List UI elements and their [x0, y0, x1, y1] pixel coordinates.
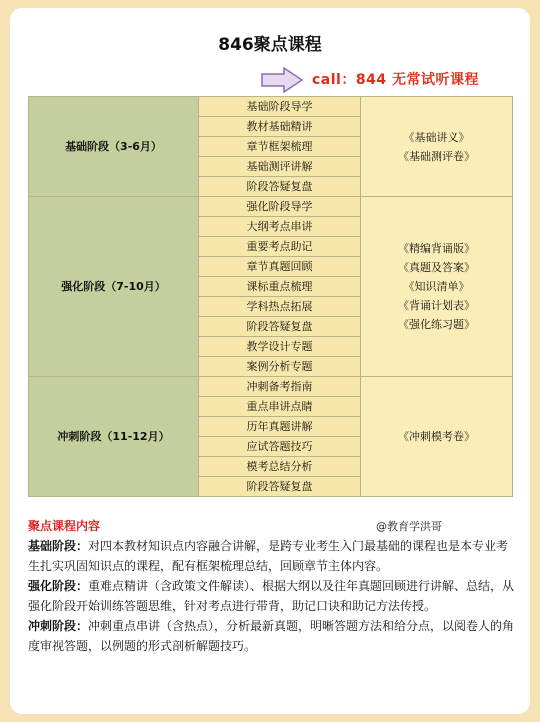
material-title: 《基础测评卷》	[398, 149, 475, 163]
material-title: 《真题及答案》	[398, 261, 475, 274]
course-item: 章节真题回顾	[199, 257, 361, 277]
table-row	[29, 97, 513, 117]
course-item: 教材基础精讲	[199, 117, 361, 137]
course-item: 重点串讲点睛	[199, 397, 361, 417]
course-item: 基础阶段导学	[199, 97, 361, 117]
course-item: 重要考点助记	[199, 237, 361, 257]
course-item: 大纲考点串讲	[199, 217, 361, 237]
author-handle: @教育学洪哥	[376, 520, 442, 533]
paragraph-label: 基础阶段：	[28, 539, 89, 553]
paragraph-text: 对四本教材知识点内容融合讲解，是跨专业考生入门最基础的课程也是本专业考生扎实巩固知识点的课程，配有框架梳理总结，回顾章节主体内容。	[28, 539, 509, 573]
course-item: 冲刺备考指南	[199, 377, 361, 397]
page-title: 846聚点课程	[218, 35, 322, 55]
course-item: 案例分析专题	[199, 357, 361, 377]
materials-cell	[361, 377, 513, 497]
course-item: 应试答题技巧	[199, 437, 361, 457]
table-row	[29, 197, 513, 217]
materials-cell	[361, 197, 513, 377]
paragraph-basic	[28, 536, 518, 576]
stage-name: 冲刺阶段（11-12月）	[29, 377, 199, 497]
paragraph-text: 重难点精讲（含政策文件解读）、根据大纲以及往年真题回顾进行讲解、总结，从强化阶段开始训练答题思维，针对考点进行带背，助记口诀和助记方法传授。	[28, 579, 515, 613]
course-item: 教学设计专题	[199, 337, 361, 357]
stage-name: 强化阶段（7-10月）	[29, 197, 199, 377]
call-text: call：844 无常试听课程	[312, 72, 479, 88]
table-row	[29, 377, 513, 397]
course-item: 阶段答疑复盘	[199, 317, 361, 337]
material-title: 《基础讲义》	[403, 130, 470, 144]
course-description	[28, 516, 518, 656]
course-item: 课标重点梳理	[199, 277, 361, 297]
material-title: 《强化练习题》	[398, 318, 475, 331]
material-title: 《知识清单》	[403, 280, 470, 293]
course-item: 学科热点拓展	[199, 297, 361, 317]
course-item: 阶段答疑复盘	[199, 477, 361, 497]
material-title: 《精编背诵版》	[398, 242, 475, 255]
course-item: 基础测评讲解	[199, 157, 361, 177]
section-title: 聚点课程内容	[28, 519, 101, 533]
course-item: 强化阶段导学	[199, 197, 361, 217]
course-item: 章节框架梳理	[199, 137, 361, 157]
right-arrow-icon	[260, 66, 304, 94]
course-table	[28, 96, 513, 497]
paragraph-label: 冲刺阶段：	[28, 619, 89, 633]
course-item: 历年真题讲解	[199, 417, 361, 437]
material-title: 《冲刺模考卷》	[398, 430, 475, 443]
paragraph-text: 冲刺重点串讲（含热点），分析最新真题，明晰答题方法和给分点，以阅卷人的角度审视答题，以例题的形式剖析解题技巧。	[28, 619, 515, 653]
paragraph-intensive	[28, 576, 518, 616]
stage-name: 基础阶段（3-6月）	[29, 97, 199, 197]
course-item: 模考总结分析	[199, 457, 361, 477]
paragraph-label: 强化阶段：	[28, 579, 89, 593]
paragraph-sprint	[28, 616, 518, 656]
course-item: 阶段答疑复盘	[199, 177, 361, 197]
materials-cell	[361, 97, 513, 197]
material-title: 《背诵计划表》	[398, 299, 475, 312]
